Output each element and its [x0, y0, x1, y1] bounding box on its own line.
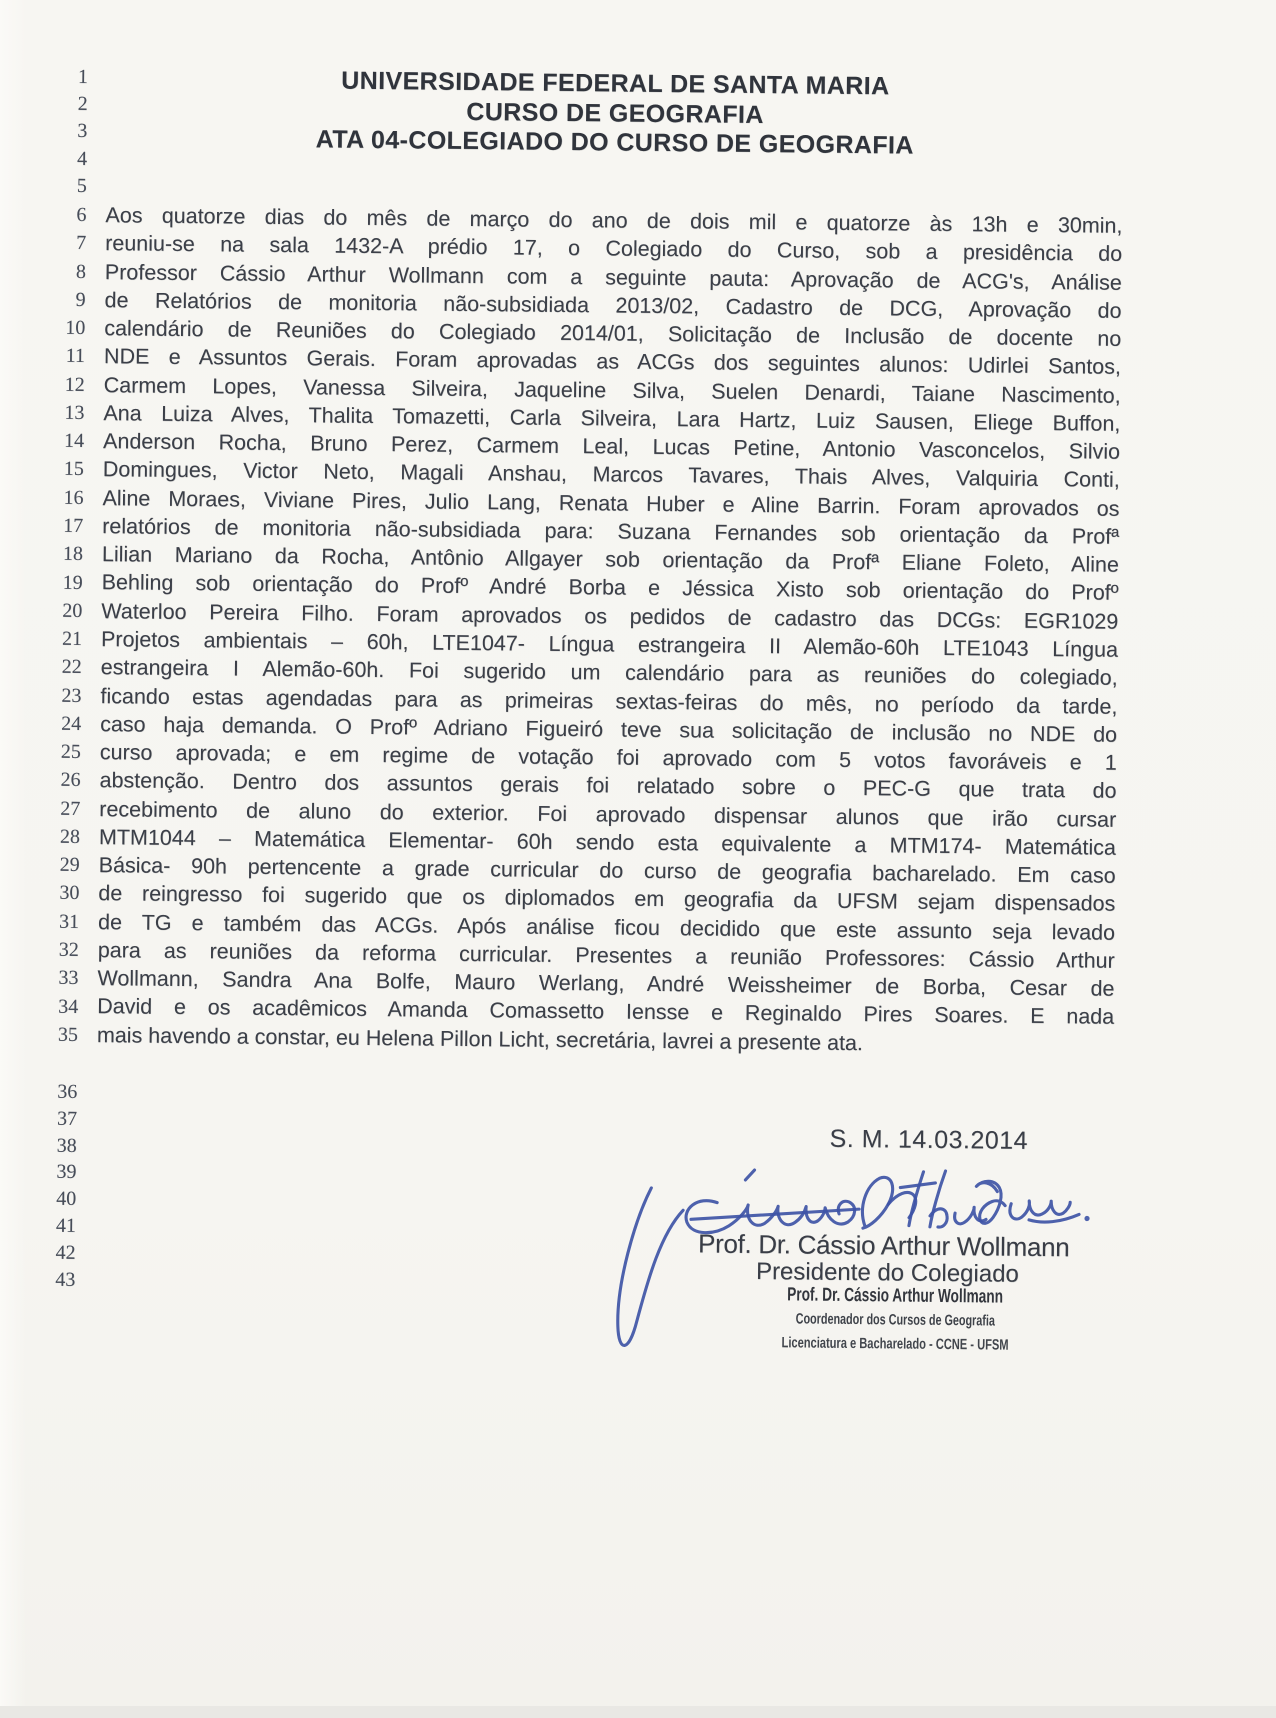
line-number: 8: [75, 260, 87, 283]
body-line: Básica- 90h pertencente a grade curricular do curso de geografia bacharelado. Em caso: [98, 853, 1116, 888]
body-line: David e os acadêmicos Amanda Comassetto Iensse e Reginaldo Pires Soares. E nada: [97, 994, 1115, 1030]
line-number: 14: [63, 429, 85, 453]
line-number: 7: [76, 232, 87, 255]
stamp-name-line: Prof. Dr. Cássio Arthur Wollmann: [787, 1284, 1004, 1308]
header-ata-title: ATA 04-COLEGIADO DO CURSO DE GEOGRAFIA: [315, 125, 914, 160]
body-line: para as reuniões da reforma curricular. Presentes a reunião Professores: Cássio Arthur: [97, 938, 1115, 973]
line-number: 30: [59, 882, 80, 905]
signatory-role: Presidente do Colegiado: [755, 1258, 1020, 1288]
body-line: relatórios de monitoria não-subsidiada para: Suzana Fernandes sob orientação da Profª: [102, 514, 1120, 549]
body-line: NDE e Assuntos Gerais. Foram aprovadas as ACGs dos seguintes alunos: Udirlei Santos,: [103, 344, 1122, 380]
line-number: 25: [60, 740, 81, 764]
line-number: 5: [76, 174, 87, 197]
body-line: Aos quatorze dias do mês de março do ano de dois mil e quatorze às 13h e 30min,: [105, 203, 1123, 238]
body-line: estrangeira I Alemão-60h. Foi sugerido um calendário para as reuniões do colegiado,: [100, 655, 1118, 691]
line-number: 19: [62, 571, 83, 594]
body-line: Wollmann, Sandra Ana Bolfe, Mauro Werlang, André Weissheimer de Borba, Cesar de: [97, 966, 1115, 1001]
body-line: calendário de Reuniões do Colegiado 2014/01, Solicitação de Inclusão de docente no: [104, 316, 1122, 351]
line-number: 40: [56, 1187, 77, 1211]
line-number: 6: [76, 203, 87, 226]
line-number: 15: [63, 458, 84, 481]
line-number: 22: [61, 656, 82, 679]
line-number: 11: [65, 345, 86, 368]
line-number: 37: [56, 1107, 78, 1130]
body-line: Ana Luiza Alves, Thalita Tomazetti, Carla Silveira, Lara Hartz, Luiz Sausen, Eliege Buffon,: [103, 401, 1121, 436]
line-number: 43: [55, 1268, 76, 1291]
body-line: Projetos ambientais – 60h, LTE1047- Língua estrangeira II Alemão-60h LTE1043 Língua: [100, 627, 1119, 662]
line-number: 24: [61, 712, 82, 735]
stamp-org-line: Licenciatura e Bacharelado - CCNE - UFSM: [781, 1334, 1009, 1354]
line-number: 13: [64, 401, 85, 424]
header-university: UNIVERSIDADE FEDERAL DE SANTA MARIA: [341, 66, 890, 101]
body-line: mais havendo a constar, eu Helena Pillon Licht, secretária, lavrei a presente ata.: [96, 1022, 864, 1055]
line-number: 16: [63, 486, 84, 509]
line-number: 21: [61, 627, 83, 650]
line-number: 34: [58, 995, 79, 1018]
line-number: 36: [57, 1080, 78, 1103]
body-line: Lilian Mariano da Rocha, Antônio Allgayer sob orientação da Profª Eliane Foleto, Aline: [101, 542, 1119, 577]
line-number: 33: [58, 967, 79, 990]
line-number: 38: [56, 1134, 77, 1157]
body-line: MTM1044 – Matemática Elementar- 60h sendo esta equivalente a MTM174- Matemática: [98, 824, 1117, 860]
line-number: 4: [76, 147, 88, 170]
line-number: 9: [75, 288, 86, 311]
body-line: Behling sob orientação do Profº André Borba e Jéssica Xisto sob orientação do Profº: [101, 570, 1119, 606]
line-number: 1: [77, 65, 89, 88]
body-line: caso haja demanda. O Profº Adriano Figueiró teve sua solicitação de inclusão no NDE do: [100, 711, 1118, 747]
line-number: 2: [77, 93, 88, 116]
body-line: reuniu-se na sala 1432-A prédio 17, o Colegiado do Curso, sob a presidência do: [105, 231, 1123, 267]
line-number: 12: [64, 373, 85, 396]
body-line: Professor Cássio Arthur Wollmann com a seguinte pauta: Aprovação de ACG's, Análise: [104, 259, 1122, 295]
body-line: recebimento de aluno do exterior. Foi aprovado dispensar alunos que irão cursar: [99, 796, 1117, 832]
line-number: 18: [62, 542, 84, 566]
document-header: [1, 0, 1276, 160]
body-line: Waterloo Pereira Filho. Foram aprovados os pedidos de cadastro das DCGs: EGR1029: [101, 598, 1119, 634]
signatory-name: Prof. Dr. Cássio Arthur Wollmann: [697, 1228, 1070, 1263]
body-line: de reingresso foi sugerido que os diplomados em geografia da UFSM sejam dispensados: [98, 881, 1116, 917]
line-number: 27: [60, 797, 81, 820]
body-line: curso aprovada; e em regime de votação foi aprovado com 5 votos favoráveis e 1: [99, 740, 1117, 775]
line-number: 20: [62, 599, 83, 622]
body-line: abstenção. Dentro dos assuntos gerais foi relatado sobre o PEC-G que trata do: [99, 768, 1117, 804]
line-number: 35: [57, 1023, 79, 1046]
line-number: 3: [77, 120, 88, 143]
body-line: Domingues, Victor Neto, Magali Anshau, Marcos Tavares, Thais Alves, Valquiria Conti,: [102, 457, 1120, 493]
line-number: 17: [63, 514, 84, 537]
line-number: 28: [59, 825, 81, 848]
date-place-line: S. M. 14.03.2014: [829, 1124, 1029, 1155]
header-course: CURSO DE GEOGRAFIA: [466, 97, 764, 130]
body-line: de TG e também das ACGs. Após análise ficou decidido que este assunto seja levado: [97, 909, 1116, 945]
line-number: 29: [59, 853, 80, 877]
body-line: de Relatórios de monitoria não-subsidiada 2013/02, Cadastro de DCG, Aprovação do: [104, 287, 1122, 323]
body-line: Carmem Lopes, Vanessa Silveira, Jaqueline Silva, Suelen Denardi, Taiane Nascimento,: [103, 372, 1121, 408]
line-number: 42: [55, 1241, 76, 1264]
body-line: ficando estas agendadas para as primeiras sextas-feiras do mês, no período da tarde,: [100, 683, 1118, 719]
stamp-title-line: Coordenador dos Cursos de Geografia: [795, 1310, 995, 1330]
line-number: 10: [65, 316, 86, 340]
body-text: [97, 201, 1123, 1060]
line-number: 32: [58, 938, 79, 961]
body-line: Aline Moraes, Viviane Pires, Julio Lang, Renata Huber e Aline Barrin. Foram aprovados os: [102, 485, 1120, 521]
line-number: 39: [56, 1161, 77, 1184]
line-number: 23: [61, 684, 82, 707]
line-number: 26: [60, 769, 81, 792]
body-line: Anderson Rocha, Bruno Perez, Carmem Leal, Lucas Petine, Antonio Vasconcelos, Silvio: [102, 429, 1121, 464]
line-number: 41: [55, 1214, 77, 1237]
line-number: 31: [58, 910, 80, 933]
